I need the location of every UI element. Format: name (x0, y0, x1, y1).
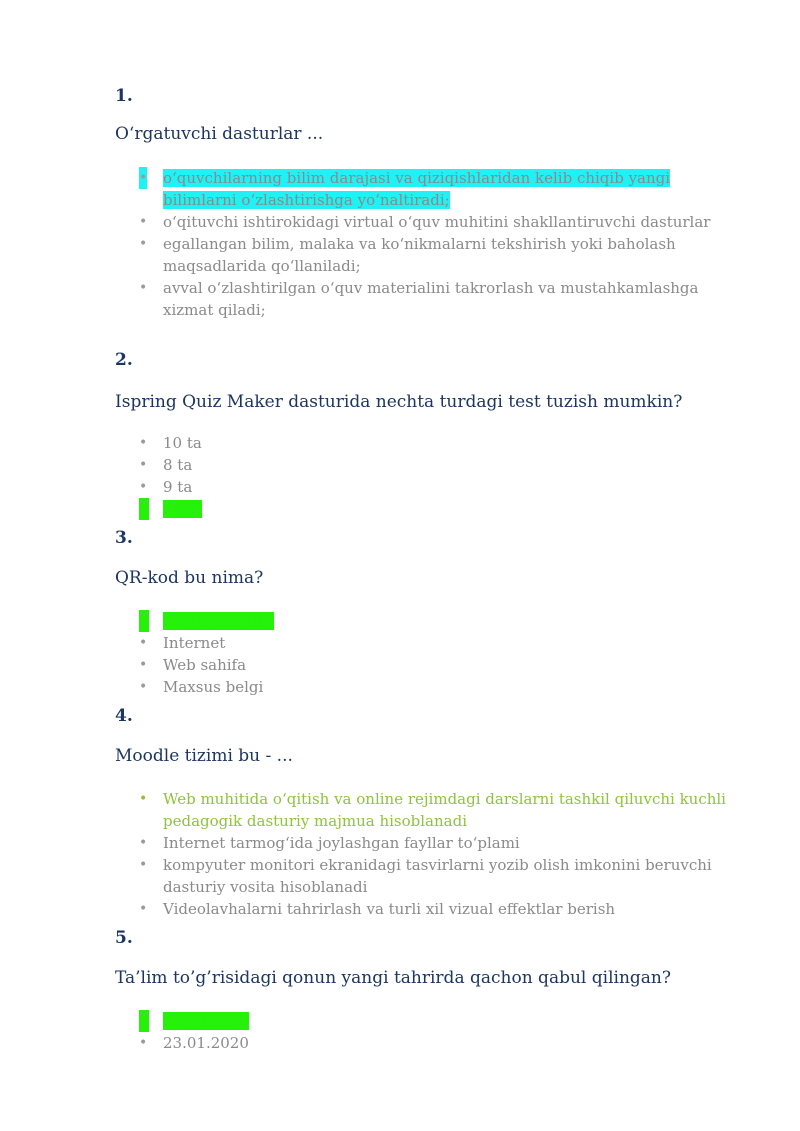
bullet-icon: • (139, 835, 148, 851)
bullet-icon: • (139, 167, 147, 189)
question-text: Moodle tizimi bu - ... (115, 746, 293, 766)
bullet-icon: • (139, 791, 148, 807)
answer-option (115, 454, 735, 476)
answer-option (115, 211, 735, 233)
answer-text: 9 ta (163, 478, 193, 496)
question-text: Ta’lim to’g’risidagi qonun yangi tahrirda qachon qabul qilingan? (115, 968, 671, 988)
bullet-icon: • (139, 1035, 148, 1051)
bullet-icon: • (139, 236, 148, 252)
answer-text: Web muhitida o‘qitish va online rejimdagi darslarni tashkil qiluvchi kuchli pedagogik dasturiy majmua hisoblanadi (163, 790, 726, 830)
question-number: 3. (115, 528, 133, 548)
bullet-icon: • (139, 479, 148, 495)
answer-option (115, 233, 735, 277)
answer-text: 23.01.2020 (163, 1034, 249, 1052)
answer-option (115, 432, 735, 454)
bullet-icon: • (139, 280, 148, 296)
answer-option (115, 610, 735, 632)
answer-option (115, 277, 735, 321)
answer-text: 10 ta (163, 434, 202, 452)
bullet-icon: • (139, 635, 148, 651)
answer-option (115, 854, 735, 898)
bullet-icon: • (139, 214, 148, 230)
question-number: 4. (115, 706, 133, 726)
bullet-icon: • (139, 1010, 149, 1032)
answer-text: avval o‘zlashtirilgan o‘quv materialini takrorlash va mustahkamlashga xizmat qiladi; (163, 279, 699, 319)
answer-text: o‘quvchilarning bilim darajasi va qiziqishlaridan kelib chiqib yangi bilimlarni o‘zlashtirishga yo‘naltiradi; (163, 169, 671, 209)
answer-option (115, 676, 735, 698)
question-text: O‘rgatuvchi dasturlar ... (115, 124, 324, 144)
bullet-icon: • (139, 901, 148, 917)
answer-option (115, 498, 735, 520)
bullet-icon: • (139, 435, 148, 451)
answer-list (115, 610, 735, 698)
question-text: QR-kod bu nima? (115, 568, 264, 588)
answer-option (115, 832, 735, 854)
question-number: 5. (115, 928, 133, 948)
answer-option (115, 788, 735, 832)
bullet-icon: • (139, 679, 148, 695)
bullet-icon: • (139, 457, 148, 473)
bullet-icon: • (139, 498, 149, 520)
answer-text: egallangan bilim, malaka va ko‘nikmalarni tekshirish yoki baholash maqsadlarida qo‘llaniladi; (163, 235, 676, 275)
answer-text: o‘qituvchi ishtirokidagi virtual o‘quv muhitini shakllantiruvchi dasturlar (163, 213, 711, 231)
answer-option (115, 167, 735, 211)
answer-text: Web sahifa (163, 656, 247, 674)
answer-text: Videolavhalarni tahrirlash va turli xil vizual effektlar berish (163, 900, 616, 918)
answer-text: Shtrix kod turi (163, 612, 275, 630)
answer-option (115, 654, 735, 676)
question-number: 1. (115, 86, 133, 106)
answer-option (115, 476, 735, 498)
bullet-icon: • (139, 610, 149, 632)
answer-option (115, 632, 735, 654)
answer-list (115, 167, 735, 321)
answer-text: kompyuter monitori ekranidagi tasvirlarni yozib olish imkonini beruvchi dasturiy vosita hisoblanadi (163, 856, 712, 896)
answer-option (115, 898, 735, 920)
question-text: Ispring Quiz Maker dasturida nechta turdagi test tuzish mumkin? (115, 392, 683, 412)
answer-option (115, 1032, 735, 1054)
bullet-icon: • (139, 857, 148, 873)
answer-text: 23.09.2020 (163, 1012, 249, 1030)
answer-list (115, 432, 735, 520)
answer-option (115, 1010, 735, 1032)
answer-text: 8 ta (163, 456, 193, 474)
question-number: 2. (115, 350, 133, 370)
bullet-icon: • (139, 657, 148, 673)
answer-text: Maxsus belgi (163, 678, 264, 696)
answer-text: Internet (163, 634, 226, 652)
answer-list (115, 788, 735, 920)
answer-list (115, 1010, 735, 1054)
answer-text: Internet tarmog‘ida joylashgan fayllar to‘plami (163, 834, 520, 852)
answer-text: 11 ta (163, 500, 202, 518)
